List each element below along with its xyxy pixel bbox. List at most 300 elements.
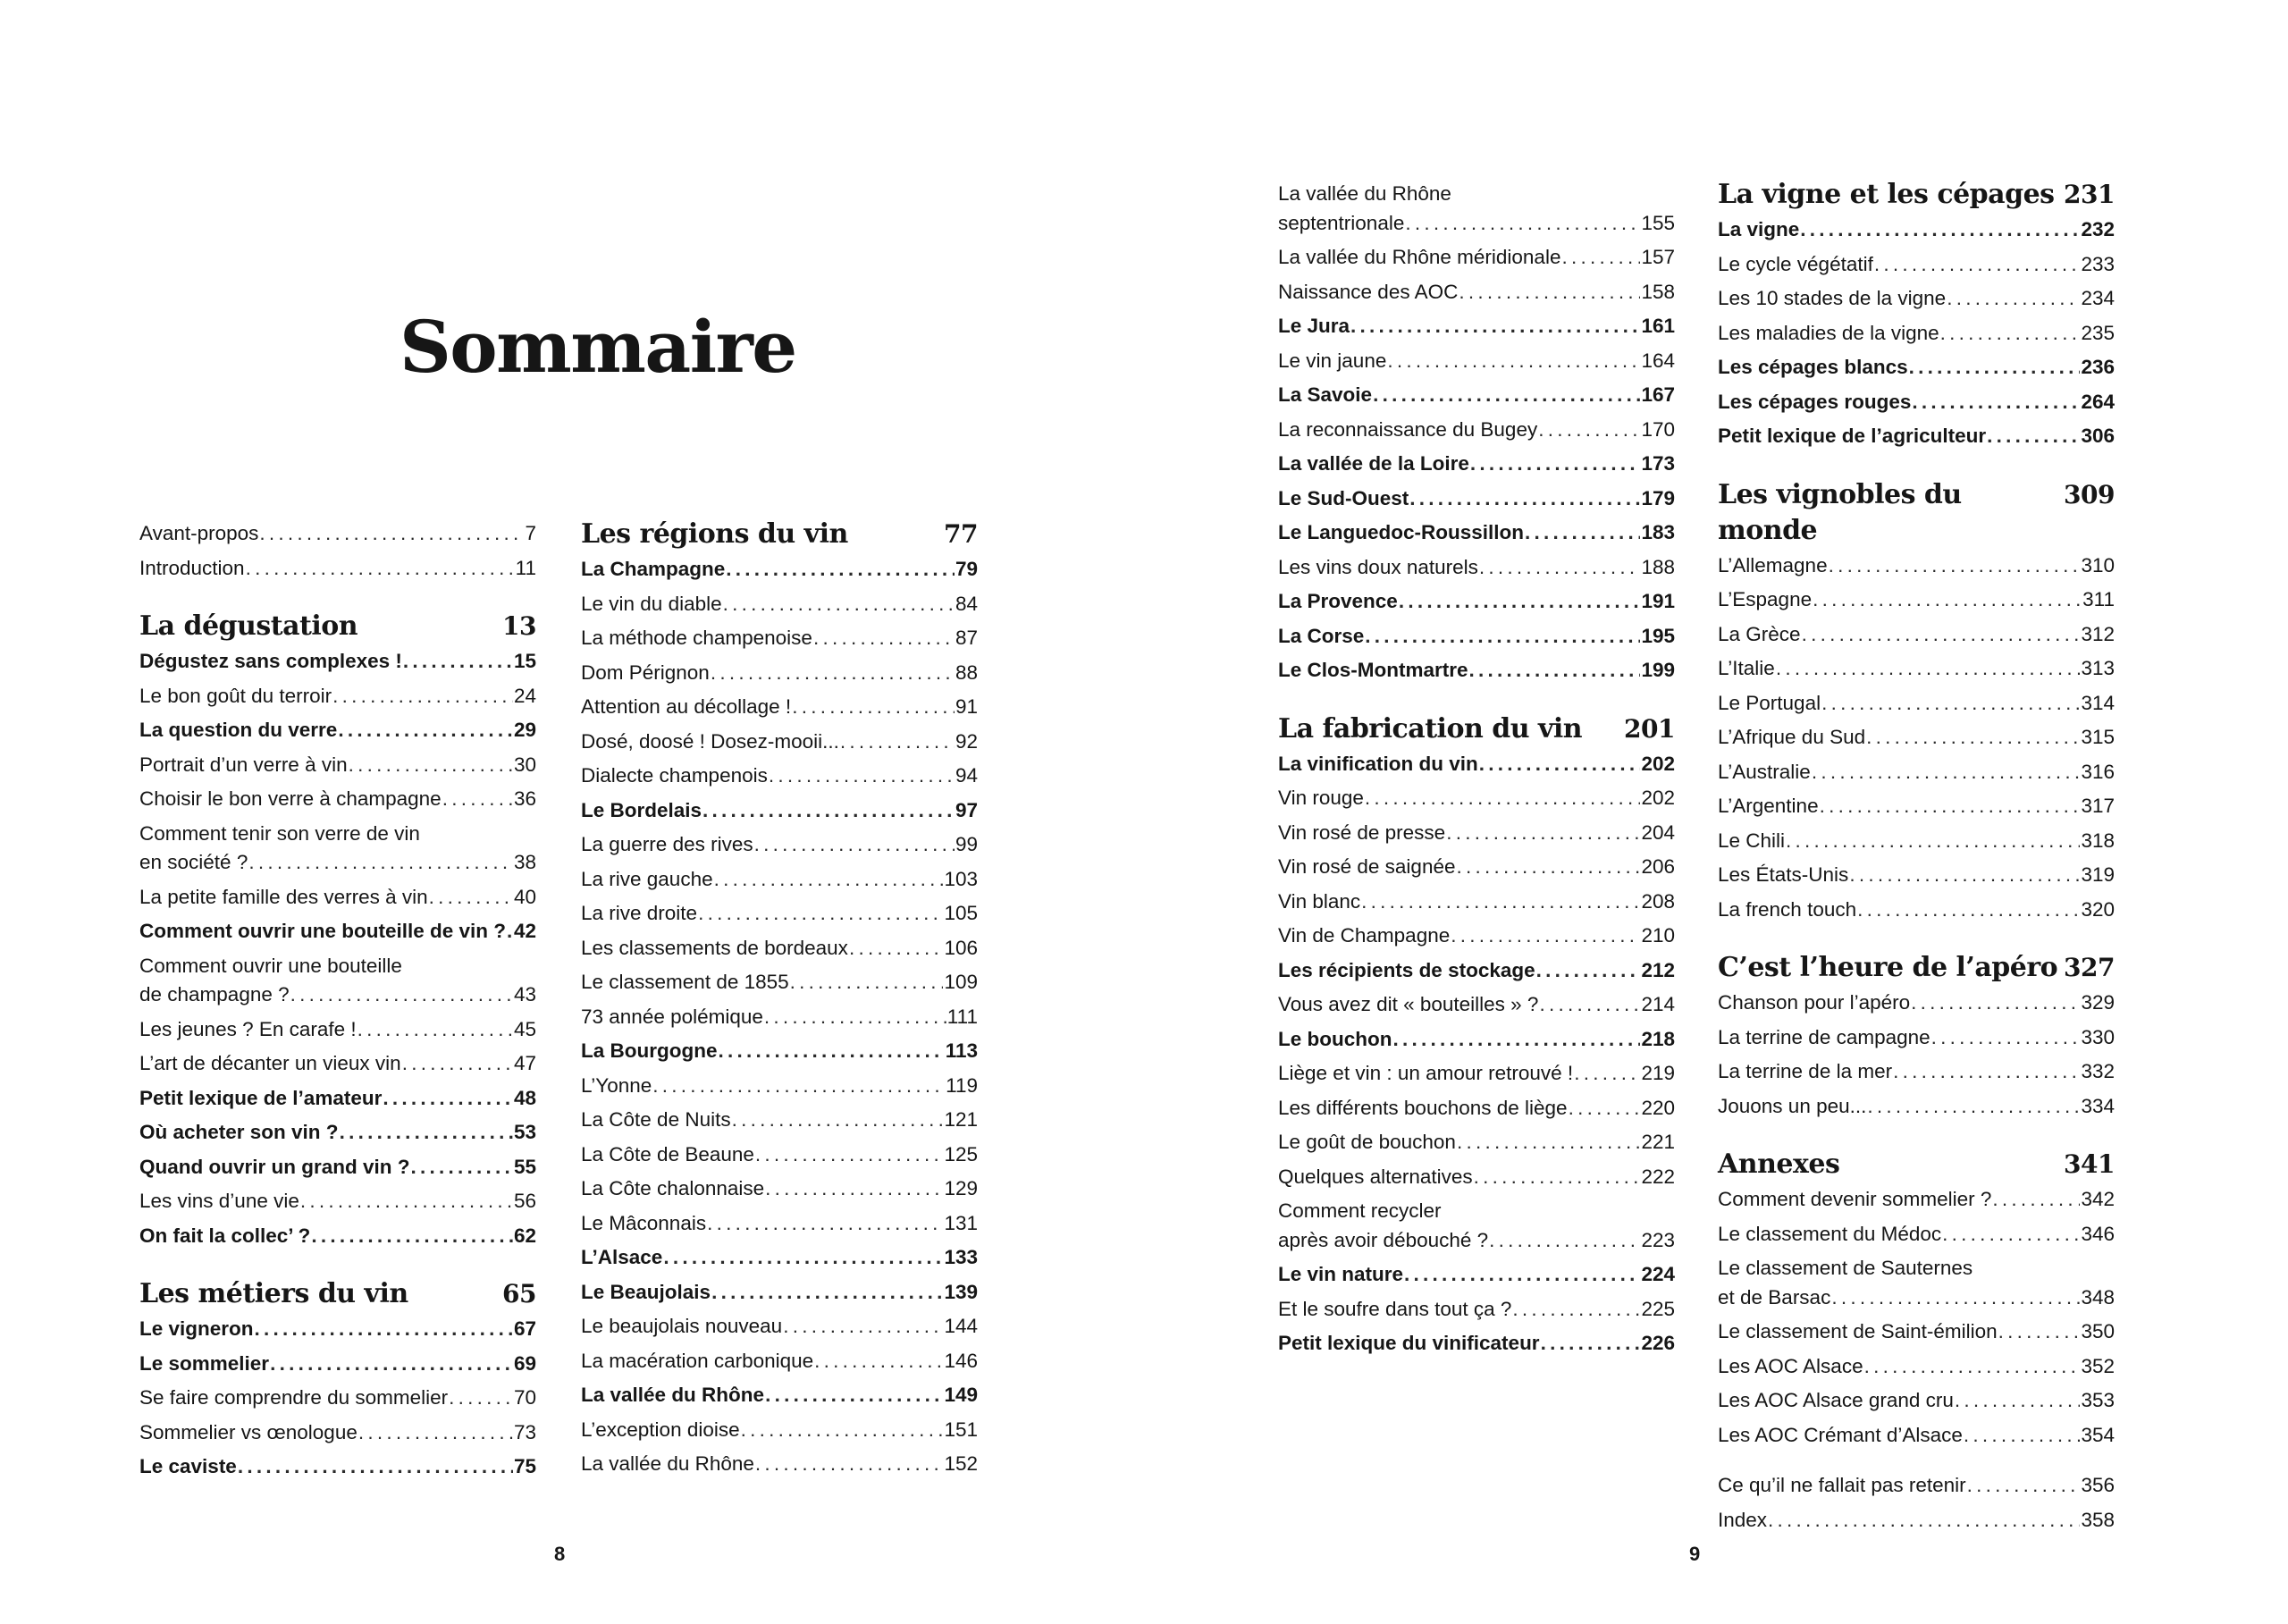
entry-page-number: 47	[513, 1052, 536, 1074]
dot-leader	[711, 656, 955, 691]
toc-entry[interactable]	[1278, 482, 1675, 517]
toc-entry[interactable]	[1278, 653, 1675, 688]
entry-page-number: 133	[944, 1246, 978, 1268]
dot-leader	[270, 1347, 513, 1382]
dot-leader	[1857, 893, 2080, 928]
toc-entry[interactable]	[1718, 1468, 2115, 1503]
toc-entry[interactable]	[1718, 419, 2115, 454]
toc-entry[interactable]	[139, 1150, 536, 1185]
dot-leader	[1998, 1315, 2081, 1350]
dot-leader	[1912, 385, 2080, 420]
entry-title: La petite famille des verres à vin	[139, 885, 428, 908]
toc-entry[interactable]	[139, 1219, 536, 1254]
dot-leader	[732, 1103, 944, 1138]
toc-entry[interactable]	[139, 551, 536, 586]
toc-entry[interactable]	[581, 587, 978, 622]
entry-title: L’art de décanter un vieux vin	[139, 1052, 401, 1074]
toc-entry[interactable]	[1278, 619, 1675, 654]
entry-page-number: 234	[2081, 287, 2115, 309]
toc-entry[interactable]	[1718, 1055, 2115, 1090]
dot-leader	[1967, 1468, 2081, 1503]
toc-list	[139, 644, 536, 1253]
entry-title: Et le soufre dans tout ça ?	[1278, 1297, 1512, 1320]
entry-title: Les AOC Alsace	[1718, 1354, 1863, 1377]
dot-leader	[259, 517, 524, 551]
dot-leader	[1964, 1418, 2081, 1453]
toc-entry[interactable]	[581, 1413, 978, 1448]
toc-entry[interactable]	[139, 1081, 536, 1116]
toc-entry[interactable]	[1718, 350, 2115, 385]
toc-entry[interactable]	[581, 1275, 978, 1310]
entry-title: La vallée du Rhône	[581, 1384, 765, 1406]
dot-leader	[769, 759, 955, 794]
entry-title: Le Beaujolais	[581, 1280, 711, 1303]
entry-page-number: 329	[2081, 991, 2115, 1014]
toc-entry[interactable]	[139, 1013, 536, 1048]
entry-continuation[interactable]	[139, 848, 536, 878]
dot-leader	[1479, 551, 1641, 585]
dot-leader	[1404, 1258, 1640, 1292]
entry-title: Petit lexique de l’agriculteur	[1718, 425, 1987, 447]
section-title: Annexes	[1718, 1149, 1840, 1180]
toc-entry[interactable]	[1278, 413, 1675, 448]
entry-title: Les AOC Crémant d’Alsace	[1718, 1423, 1963, 1446]
dot-leader	[1940, 316, 2081, 351]
entry-page-number: 161	[1641, 315, 1675, 337]
dot-leader	[1955, 1384, 2081, 1418]
entry-title: Vin de Champagne	[1278, 924, 1451, 947]
toc-entry[interactable]	[139, 1312, 536, 1347]
toc-entry[interactable]	[581, 1034, 978, 1069]
toc-entry[interactable]	[1718, 1182, 2115, 1217]
entry-page-number: 11	[515, 556, 536, 579]
dot-leader	[1393, 1022, 1641, 1057]
toc-entry[interactable]	[581, 725, 978, 760]
toc-entry[interactable]	[139, 1347, 536, 1382]
entry-title: Les maladies de la vigne	[1718, 321, 1939, 344]
toc-entry[interactable]	[1278, 954, 1675, 989]
entry-page-number: 212	[1641, 958, 1675, 981]
toc-entry[interactable]	[1718, 686, 2115, 721]
toc-entry[interactable]	[1278, 275, 1675, 310]
entry-page-number: 45	[513, 1017, 536, 1040]
toc-entry[interactable]	[581, 965, 978, 1000]
entry-title: La french touch	[1718, 897, 1857, 921]
toc-list	[1278, 747, 1675, 1361]
entry-title: Le bon goût du terroir	[139, 684, 332, 707]
toc-entry[interactable]	[581, 1138, 978, 1173]
section-title: Les métiers du vin	[139, 1278, 408, 1309]
entry-page-number: 15	[513, 650, 536, 672]
entry-page-number: 158	[1641, 280, 1675, 303]
entry-title: Quelques alternatives	[1278, 1165, 1473, 1188]
dot-leader	[765, 1378, 943, 1413]
entry-title: Le classement de Sauternes	[1718, 1257, 1973, 1279]
toc-entry[interactable]	[1278, 309, 1675, 344]
section-title: La fabrication du vin	[1278, 712, 1583, 745]
toc-entry[interactable]	[1278, 1056, 1675, 1091]
toc-entry[interactable]	[1718, 1217, 2115, 1252]
dot-leader	[1569, 1091, 1641, 1126]
toc-entry[interactable]	[1718, 1021, 2115, 1056]
toc-entry[interactable]	[581, 690, 978, 725]
toc-entry[interactable]	[139, 880, 536, 915]
entry-page-number: 53	[513, 1121, 536, 1143]
dot-leader	[702, 794, 955, 829]
toc-entry[interactable]	[1278, 180, 1675, 238]
toc-entry[interactable]	[581, 1103, 978, 1138]
dot-leader	[723, 587, 955, 622]
toc-entry[interactable]	[1718, 824, 2115, 859]
dot-leader	[1456, 850, 1640, 885]
entry-title: La vallée du Rhône	[1278, 182, 1451, 205]
toc-entry[interactable]	[1718, 720, 2115, 755]
entry-title: Le vin du diable	[581, 592, 722, 615]
toc-entry[interactable]	[1718, 248, 2115, 282]
dot-leader	[1786, 824, 2080, 859]
toc-entry[interactable]	[1718, 583, 2115, 618]
toc-entry[interactable]	[139, 1416, 536, 1451]
dot-leader	[442, 782, 513, 817]
toc-entry[interactable]	[1278, 919, 1675, 954]
dot-leader	[1802, 618, 2081, 652]
toc-entry[interactable]	[581, 1378, 978, 1413]
entry-page-number: 167	[1641, 383, 1675, 406]
toc-entry[interactable]	[1718, 1418, 2115, 1453]
entry-page-number: 173	[1641, 452, 1675, 475]
toc-entry[interactable]	[139, 820, 536, 878]
entry-title: La Côte de Nuits	[581, 1108, 731, 1131]
entry-title: Vin rouge	[1278, 787, 1364, 809]
toc-entry[interactable]	[139, 1450, 536, 1485]
toc-entry[interactable]	[1278, 988, 1675, 1022]
entry-title: La Corse	[1278, 624, 1365, 647]
entry-title: L’Italie	[1718, 657, 1775, 679]
toc-entry[interactable]	[139, 914, 536, 949]
entry-page-number: 264	[2081, 390, 2115, 413]
toc-list	[1718, 1468, 2115, 1537]
entry-page-number: 202	[1641, 787, 1675, 809]
toc-entry[interactable]	[581, 1000, 978, 1035]
entry-title: Dosé, doosé ! Dosez-mooii...	[581, 729, 839, 753]
toc-entry[interactable]	[139, 679, 536, 714]
toc-entry[interactable]	[1278, 885, 1675, 920]
entry-title: Le Languedoc-Roussillon	[1278, 521, 1525, 543]
toc-entry[interactable]	[1718, 1254, 2115, 1312]
dot-leader	[764, 1000, 946, 1035]
toc-entry[interactable]	[139, 644, 536, 679]
toc-entry[interactable]	[1278, 516, 1675, 551]
dot-leader	[1992, 1182, 2080, 1217]
toc-entry[interactable]	[1278, 1091, 1675, 1126]
section-page: 13	[502, 611, 536, 641]
toc-entry[interactable]	[1278, 1326, 1675, 1361]
toc-entry[interactable]	[1718, 618, 2115, 652]
dot-leader	[402, 1047, 513, 1081]
toc-entry[interactable]	[1718, 858, 2115, 893]
toc-entry[interactable]	[1718, 1090, 2115, 1124]
toc-entry[interactable]	[139, 748, 536, 783]
entry-page-number: 202	[1641, 752, 1675, 775]
entry-page-number: 69	[513, 1351, 536, 1375]
toc-entry[interactable]	[1718, 1315, 2115, 1350]
toc-entry[interactable]	[1278, 1125, 1675, 1160]
toc-entry[interactable]	[1718, 755, 2115, 790]
entry-title: après avoir débouché ?	[1278, 1228, 1489, 1251]
toc-entry[interactable]	[1718, 213, 2115, 248]
toc-entry[interactable]	[1718, 385, 2115, 420]
entry-page-number: 312	[2081, 622, 2115, 645]
section-heading	[1718, 950, 2115, 986]
entry-page-number: 199	[1641, 659, 1675, 681]
toc-entry[interactable]	[1278, 747, 1675, 782]
entry-title: Le Mâconnais	[581, 1211, 707, 1234]
toc-entry[interactable]	[139, 517, 536, 551]
toc-entry[interactable]	[1718, 1350, 2115, 1384]
entry-title: La Grèce	[1718, 622, 1801, 645]
entry-page-number: 144	[944, 1315, 978, 1337]
toc-entry[interactable]	[1718, 893, 2115, 928]
dot-leader	[1931, 1021, 2081, 1056]
toc-entry[interactable]	[581, 794, 978, 829]
toc-entry[interactable]	[1278, 1022, 1675, 1057]
dot-leader	[358, 1013, 513, 1048]
toc-entry[interactable]	[1278, 816, 1675, 851]
toc-entry[interactable]	[1278, 1258, 1675, 1292]
toc-entry[interactable]	[139, 713, 536, 748]
entry-title: Naissance des AOC	[1278, 280, 1459, 303]
entry-title: Les AOC Alsace grand cru	[1718, 1389, 1954, 1411]
entry-title: La rive gauche	[581, 867, 713, 890]
dot-leader	[507, 914, 513, 949]
toc-entry[interactable]	[1718, 652, 2115, 686]
toc-column-1	[139, 517, 536, 1485]
entry-page-number: 232	[2081, 218, 2115, 240]
toc-entry[interactable]	[1278, 551, 1675, 585]
dot-leader	[1539, 988, 1640, 1022]
entry-title: L’Alsace	[581, 1246, 663, 1268]
toc-entry[interactable]	[1278, 1160, 1675, 1195]
dot-leader	[349, 748, 513, 783]
dot-leader	[338, 713, 513, 748]
toc-entry[interactable]	[1718, 282, 2115, 316]
dot-leader	[1409, 482, 1640, 517]
dot-leader	[1446, 816, 1640, 851]
dot-leader	[1561, 240, 1640, 275]
dot-leader	[246, 551, 515, 586]
toc-entry[interactable]	[581, 862, 978, 897]
toc-entry[interactable]	[581, 552, 978, 587]
toc-list	[1718, 549, 2115, 928]
entry-page-number: 125	[944, 1142, 978, 1165]
entry-page-number: 179	[1641, 486, 1675, 509]
entry-title: La vallée de la Loire	[1278, 452, 1469, 475]
entry-title: Les cépages rouges	[1718, 390, 1912, 413]
toc-entry[interactable]	[1278, 1197, 1675, 1255]
entry-page-number: 220	[1641, 1096, 1675, 1119]
entry-title: Le classement du Médoc	[1718, 1222, 1942, 1245]
toc-entry[interactable]	[581, 621, 978, 656]
toc-entry[interactable]	[139, 952, 536, 1010]
toc-entry[interactable]	[139, 1047, 536, 1081]
entry-title: Attention au décollage !	[581, 695, 792, 718]
entry-page-number: 38	[513, 851, 536, 873]
toc-list	[139, 517, 536, 585]
entry-title: Le Bordelais	[581, 798, 702, 821]
entry-title: Le classement de 1855	[581, 971, 789, 993]
toc-entry[interactable]	[581, 828, 978, 862]
entry-page-number: 214	[1641, 993, 1675, 1015]
toc-entry[interactable]	[1718, 789, 2115, 824]
toc-entry[interactable]	[1278, 447, 1675, 482]
dot-leader	[1373, 378, 1640, 413]
dot-leader	[1470, 447, 1641, 482]
entry-page-number: 334	[2081, 1094, 2115, 1117]
toc-column-4	[1718, 177, 2115, 1537]
dot-leader	[429, 880, 513, 915]
toc-entry[interactable]	[139, 782, 536, 817]
toc-entry[interactable]	[581, 1241, 978, 1275]
entry-page-number: 204	[1641, 820, 1675, 844]
entry-title: La vigne	[1718, 218, 1800, 240]
dot-leader	[1536, 954, 1641, 989]
section-page: 341	[2064, 1149, 2115, 1179]
entry-title: Comment devenir sommelier ?	[1718, 1188, 1992, 1210]
entry-title: Dialecte champenois	[581, 764, 768, 787]
entry-title: La Provence	[1278, 590, 1398, 612]
dot-leader	[765, 1172, 943, 1207]
toc-entry[interactable]	[581, 931, 978, 966]
entry-title: Le goût de bouchon	[1278, 1131, 1456, 1153]
entry-page-number: 99	[955, 833, 978, 855]
dot-leader	[1800, 213, 2080, 248]
dot-leader	[698, 896, 943, 931]
toc-entry[interactable]	[581, 1207, 978, 1241]
entry-page-number: 79	[955, 558, 978, 580]
entry-page-number: 332	[2081, 1060, 2115, 1082]
toc-entry[interactable]	[581, 759, 978, 794]
entry-title: L’Espagne	[1718, 588, 1813, 610]
toc-entry[interactable]	[1718, 1503, 2115, 1538]
toc-entry[interactable]	[581, 1344, 978, 1379]
toc-entry[interactable]	[1278, 344, 1675, 379]
toc-entry[interactable]	[1278, 850, 1675, 885]
toc-entry[interactable]	[1718, 986, 2115, 1021]
dot-leader	[1820, 789, 2081, 824]
dot-leader	[411, 1150, 513, 1185]
dot-leader	[1987, 419, 2080, 454]
entry-title: Le Clos-Montmartre	[1278, 659, 1468, 681]
entry-continuation[interactable]	[1718, 1283, 2115, 1313]
dot-leader	[1864, 1350, 2081, 1384]
toc-entry[interactable]	[581, 896, 978, 931]
toc-entry[interactable]	[1718, 549, 2115, 584]
dot-leader	[1365, 619, 1640, 654]
section-page: 201	[1624, 713, 1675, 744]
entry-page-number: 84	[955, 592, 978, 615]
toc-entry[interactable]	[1278, 378, 1675, 413]
toc-entry[interactable]	[1278, 1292, 1675, 1327]
section-page: 77	[944, 519, 978, 549]
dot-leader	[255, 1312, 513, 1347]
dot-leader	[358, 1416, 513, 1451]
toc-entry[interactable]	[139, 1184, 536, 1219]
dot-leader	[714, 862, 944, 897]
toc-entry[interactable]	[1718, 316, 2115, 351]
entry-continuation[interactable]	[139, 980, 536, 1010]
entry-continuation[interactable]	[1278, 209, 1675, 239]
entry-title: Chanson pour l’apéro	[1718, 991, 1911, 1014]
dot-leader	[1911, 986, 2080, 1021]
dot-leader	[707, 1207, 943, 1241]
dot-leader	[1893, 1055, 2080, 1090]
toc-entry[interactable]	[581, 1447, 978, 1482]
dot-leader	[1574, 1056, 1640, 1091]
entry-title: La rive droite	[581, 902, 698, 924]
entry-page-number: 42	[513, 920, 536, 942]
entry-page-number: 155	[1641, 211, 1675, 234]
entry-page-number: 358	[2081, 1508, 2115, 1531]
section-title: Les régions du vin	[581, 518, 848, 550]
entry-title: Le beaujolais nouveau	[581, 1315, 783, 1337]
entry-page-number: 119	[946, 1073, 978, 1097]
entry-title: La Champagne	[581, 558, 726, 580]
entry-page-number: 149	[944, 1384, 978, 1406]
dot-leader	[300, 1184, 513, 1219]
toc-entry[interactable]	[581, 1069, 978, 1104]
toc-entry[interactable]	[1718, 1384, 2115, 1418]
entry-title: Le bouchon	[1278, 1027, 1392, 1050]
toc-entry[interactable]	[581, 1172, 978, 1207]
entry-page-number: 354	[2081, 1423, 2115, 1446]
entry-title: La Bourgogne	[581, 1039, 718, 1062]
dot-leader	[340, 1115, 513, 1150]
entry-page-number: 183	[1641, 521, 1675, 543]
entry-title: en société ?	[139, 851, 248, 873]
entry-page-number: 226	[1641, 1332, 1675, 1354]
toc-entry[interactable]	[139, 1381, 536, 1416]
entry-continuation[interactable]	[1278, 1226, 1675, 1256]
dot-leader	[403, 644, 513, 679]
dot-leader	[1541, 1326, 1641, 1361]
entry-page-number: 67	[513, 1317, 536, 1340]
dot-leader	[792, 690, 955, 725]
entry-page-number: 92	[955, 729, 978, 753]
entry-page-number: 223	[1641, 1228, 1675, 1251]
entry-title: Le vin jaune	[1278, 349, 1387, 372]
dot-leader	[1474, 1160, 1641, 1195]
dot-leader	[1365, 781, 1641, 816]
entry-page-number: 310	[2081, 553, 2115, 576]
entry-title: Les cépages blancs	[1718, 356, 1908, 378]
entry-page-number: 222	[1641, 1165, 1675, 1188]
toc-entry[interactable]	[1278, 781, 1675, 816]
dot-leader	[1361, 885, 1640, 920]
entry-page-number: 235	[2081, 321, 2115, 344]
toc-entry[interactable]	[1278, 240, 1675, 275]
dot-leader	[1457, 1125, 1641, 1160]
dot-leader	[840, 725, 955, 760]
entry-title: L’Argentine	[1718, 795, 1819, 817]
entry-title: L’Allemagne	[1718, 553, 1828, 576]
dot-leader	[741, 1413, 944, 1448]
toc-entry[interactable]	[581, 1309, 978, 1344]
entry-title: La macération carbonique	[581, 1349, 814, 1372]
toc-entry[interactable]	[1278, 585, 1675, 619]
entry-page-number: 236	[2081, 356, 2115, 378]
toc-entry[interactable]	[139, 1115, 536, 1150]
toc-entry[interactable]	[581, 656, 978, 691]
